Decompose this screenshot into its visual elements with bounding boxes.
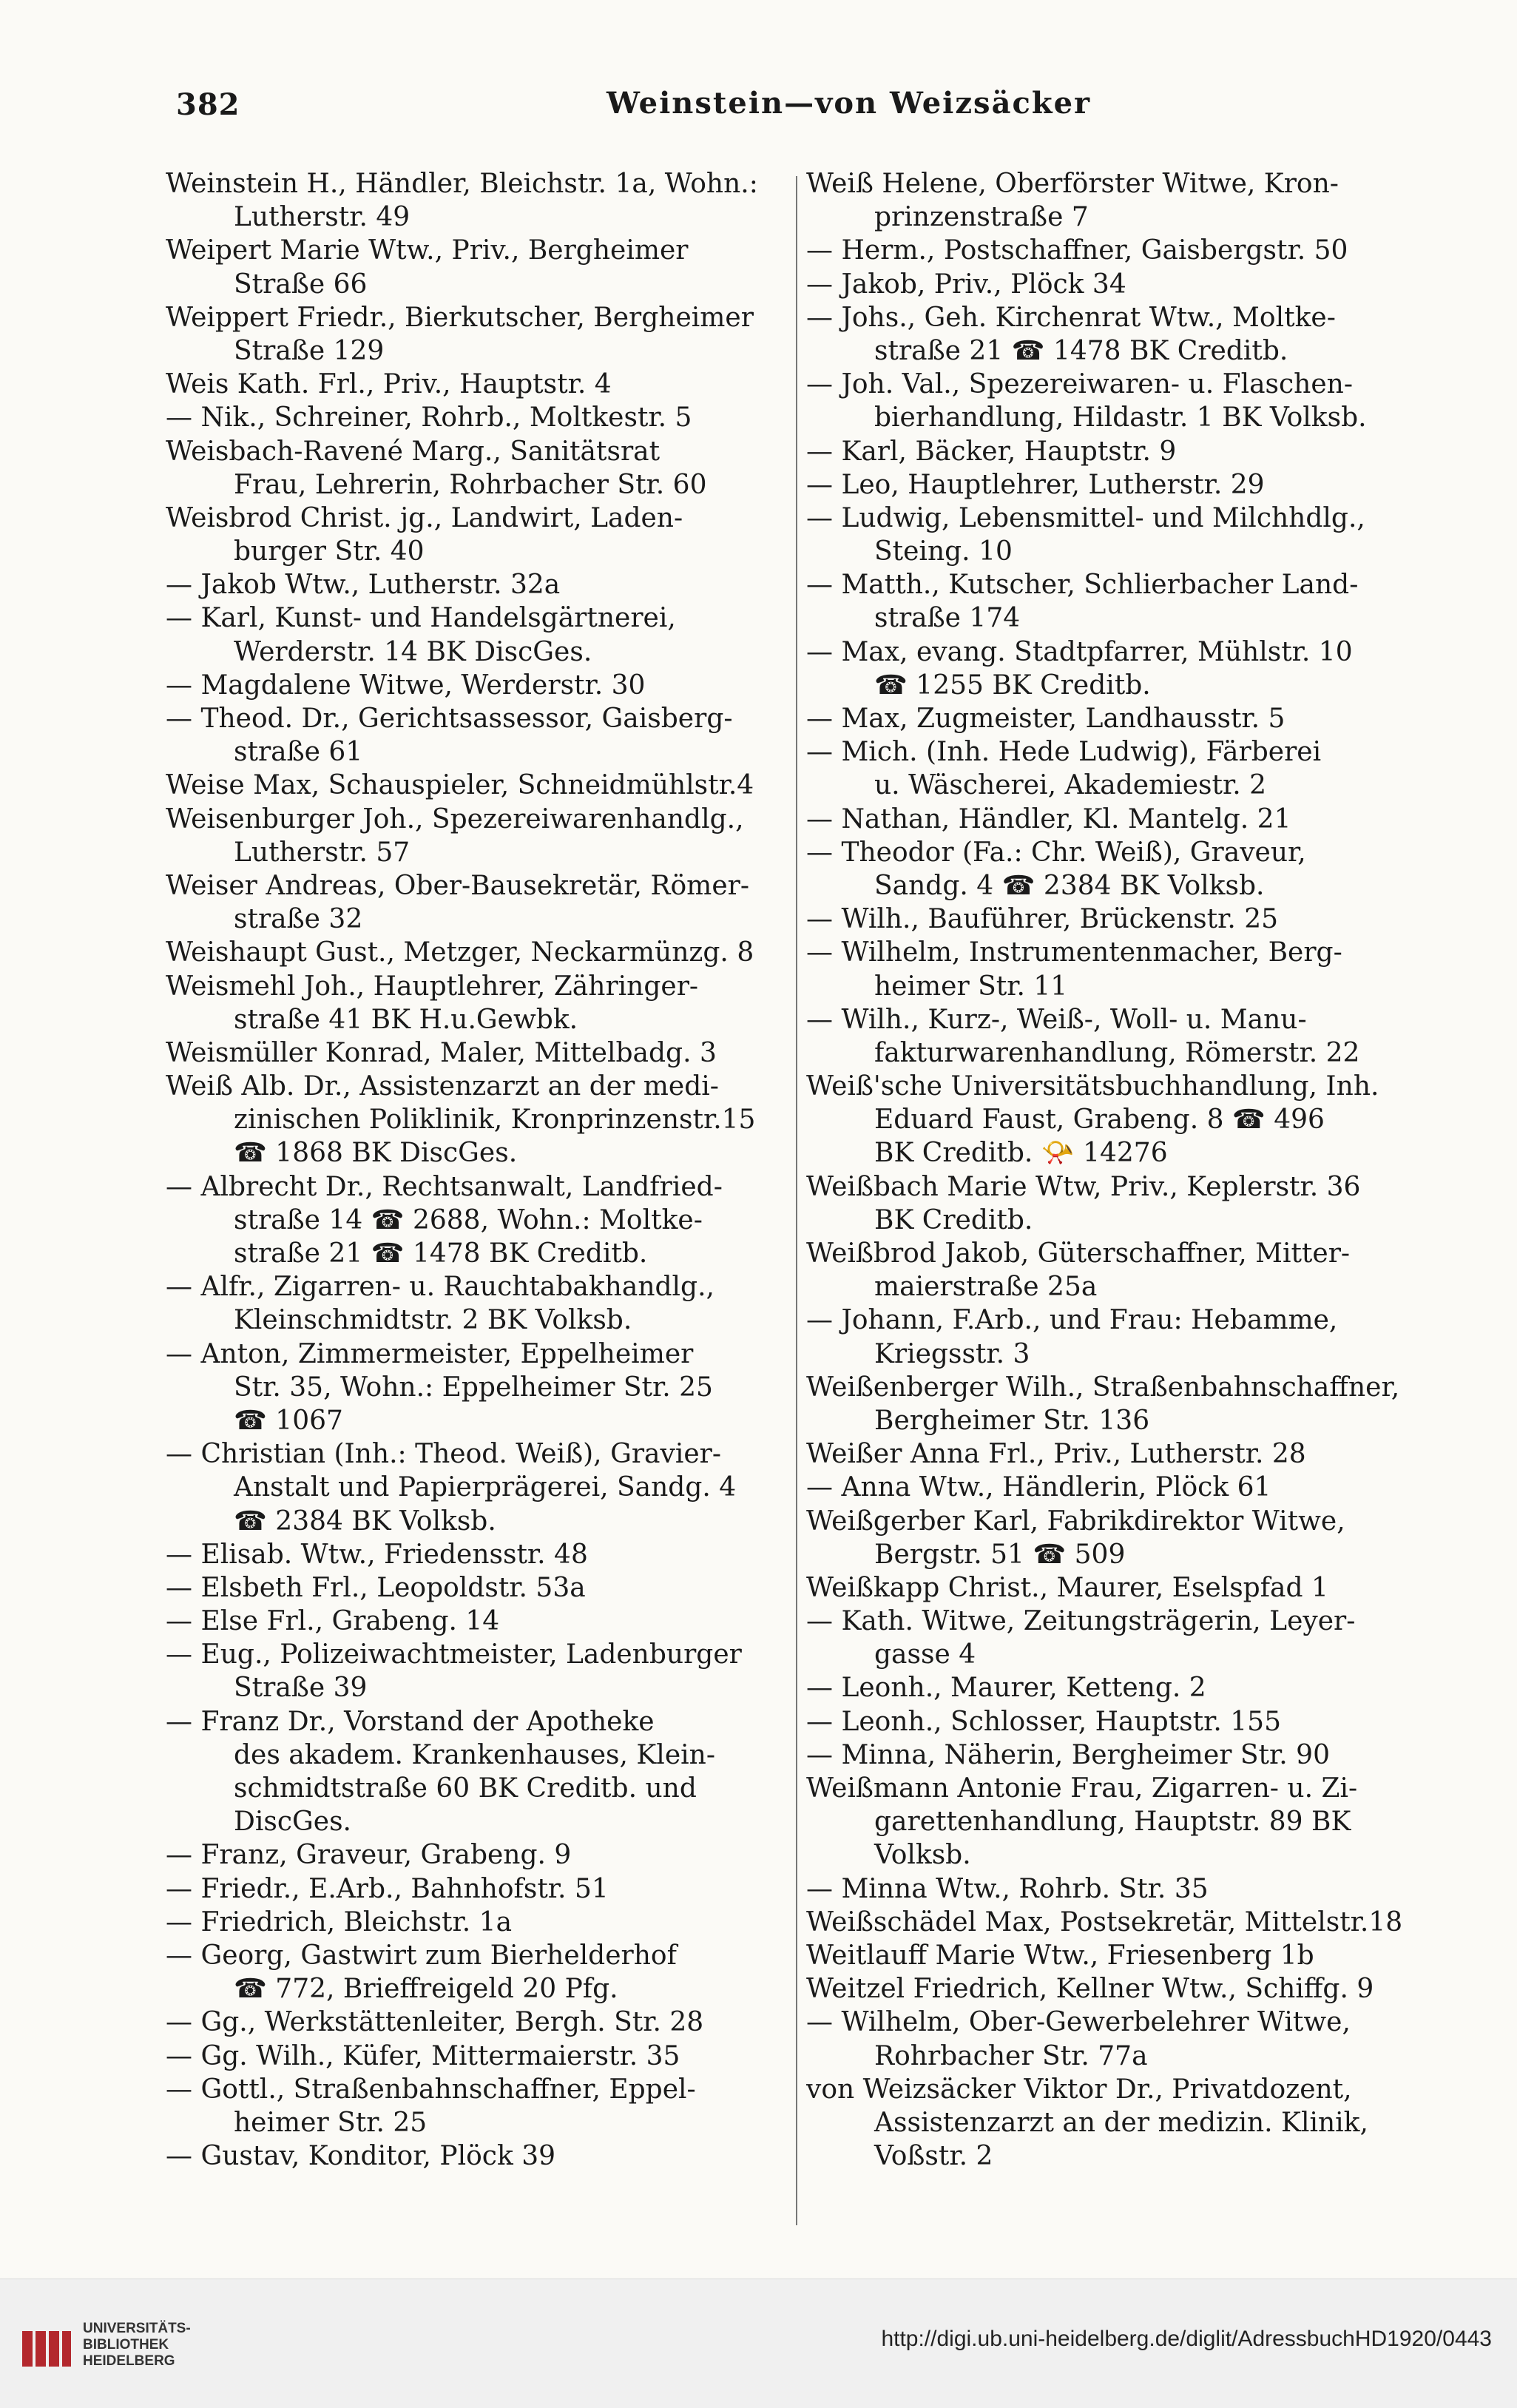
directory-entry-line: — Wilhelm, Ober-Gewerbelehrer Witwe, <box>806 2007 1351 2038</box>
directory-entry-line: — Leo, Hauptlehrer, Lutherstr. 29 <box>806 469 1265 500</box>
library-name <box>83 2321 191 2370</box>
directory-entry-line: Weippert Friedr., Bierkutscher, Bergheimer <box>166 302 754 333</box>
entry-continuation-line: burger Str. 40 <box>234 536 425 567</box>
directory-entry-line: — Minna Wtw., Rohrb. Str. 35 <box>806 1873 1209 1904</box>
right-column <box>806 167 1428 2173</box>
directory-entry-line: Weis Kath. Frl., Priv., Hauptstr. 4 <box>166 369 612 400</box>
directory-entry-line: Weißenberger Wilh., Straßenbahnschaffner, <box>806 1372 1400 1403</box>
directory-entry-line: — Franz Dr., Vorstand der Apotheke <box>166 1706 655 1737</box>
viewer-footer <box>0 2279 1517 2408</box>
entry-continuation-line: straße 61 <box>234 737 363 768</box>
directory-entry-line: Weiß'sche Universitätsbuchhandlung, Inh. <box>806 1071 1379 1102</box>
entry-continuation-line: Assistenzarzt an der medizin. Klinik, <box>874 2107 1368 2138</box>
directory-entry-line: Weitzel Friedrich, Kellner Wtw., Schiffg. 9 <box>806 1974 1374 2005</box>
library-name-line: BIBLIOTHEK <box>83 2337 169 2353</box>
entry-continuation-line: Anstalt und Papierprägerei, Sandg. 4 <box>234 1472 737 1503</box>
directory-entry-line: Weißkapp Christ., Maurer, Eselspfad 1 <box>806 1572 1328 1603</box>
directory-entry-line: — Jakob, Priv., Plöck 34 <box>806 269 1126 300</box>
left-column <box>166 167 780 2173</box>
directory-entry-line: — Gottl., Straßenbahnschaffner, Eppel- <box>166 2074 696 2105</box>
entry-continuation-line: Frau, Lehrerin, Rohrbacher Str. 60 <box>234 469 707 500</box>
entry-continuation-line: Kriegsstr. 3 <box>874 1338 1030 1369</box>
entry-continuation-line: bierhandlung, Hildastr. 1 BK Volksb. <box>874 402 1367 434</box>
entry-continuation-line: prinzenstraße 7 <box>874 202 1089 233</box>
page-number: 382 <box>176 87 240 122</box>
directory-entry-line: — Leonh., Maurer, Ketteng. 2 <box>806 1673 1206 1704</box>
directory-entry-line: — Christian (Inh.: Theod. Weiß), Gravier- <box>166 1439 722 1470</box>
directory-entry-line: — Friedrich, Bleichstr. 1a <box>166 1906 513 1937</box>
directory-entry-line: Weißmann Antonie Frau, Zigarren- u. Zi- <box>806 1773 1358 1804</box>
entry-continuation-line: BK Creditb. <box>874 1204 1033 1235</box>
directory-entry-line: — Albrecht Dr., Rechtsanwalt, Landfried- <box>166 1171 723 1202</box>
directory-entry-line: — Theodor (Fa.: Chr. Weiß), Graveur, <box>806 837 1306 868</box>
directory-entry-line: — Alfr., Zigarren- u. Rauchtabakhandlg., <box>166 1272 714 1303</box>
directory-entry-line: — Nathan, Händler, Kl. Mantelg. 21 <box>806 803 1291 834</box>
column-divider <box>796 176 797 2225</box>
entry-continuation-line: fakturwarenhandlung, Römerstr. 22 <box>874 1037 1360 1068</box>
directory-entry-line: — Gg. Wilh., Küfer, Mittermaierstr. 35 <box>166 2040 680 2071</box>
entry-continuation-line: heimer Str. 25 <box>234 2107 428 2138</box>
entry-continuation-line: Straße 66 <box>234 269 368 300</box>
directory-entry-line: — Karl, Bäcker, Hauptstr. 9 <box>806 436 1177 467</box>
directory-entry-line: Weißschädel Max, Postsekretär, Mittelstr.18 <box>806 1906 1403 1937</box>
directory-entry-line: — Friedr., E.Arb., Bahnhofstr. 51 <box>166 1873 609 1904</box>
directory-entry-line: Weißbrod Jakob, Güterschaffner, Mitter- <box>806 1238 1351 1269</box>
directory-entry-line: Weißgerber Karl, Fabrikdirektor Witwe, <box>806 1505 1345 1537</box>
entry-continuation-line: zinischen Poliklinik, Kronprinzenstr.15 <box>234 1104 756 1136</box>
entry-continuation-line: Werderstr. 14 BK DiscGes. <box>234 636 592 667</box>
entry-continuation-line: Kleinschmidtstr. 2 BK Volksb. <box>234 1305 632 1336</box>
directory-entry-line: — Karl, Kunst- und Handelsgärtnerei, <box>166 603 676 634</box>
directory-entry-line: Weishaupt Gust., Metzger, Neckarmünzg. 8 <box>166 937 754 968</box>
directory-entry-line: Weiß Alb. Dr., Assistenzarzt an der medi- <box>166 1071 719 1102</box>
directory-entry-line: — Gustav, Konditor, Plöck 39 <box>166 2141 556 2172</box>
entry-continuation-line: Bergheimer Str. 136 <box>874 1405 1150 1436</box>
library-name-line: UNIVERSITÄTS- <box>83 2321 191 2336</box>
entry-continuation-line: des akadem. Krankenhauses, Klein- <box>234 1739 715 1770</box>
entry-continuation-line: Straße 39 <box>234 1673 368 1704</box>
directory-entry-line: — Elsbeth Frl., Leopoldstr. 53a <box>166 1572 586 1603</box>
directory-entry-line: — Johs., Geh. Kirchenrat Wtw., Moltke- <box>806 302 1336 333</box>
entry-continuation-line: Voßstr. 2 <box>874 2141 993 2172</box>
entry-continuation-line: schmidtstraße 60 BK Creditb. und <box>234 1773 697 1804</box>
entry-continuation-line: Bergstr. 51 ☎ 509 <box>874 1539 1126 1570</box>
directory-entry-line: — Georg, Gastwirt zum Bierhelderhof <box>166 1940 677 1971</box>
entry-continuation-line: Rohrbacher Str. 77a <box>874 2040 1148 2071</box>
entry-continuation-line: straße 32 <box>234 904 363 935</box>
directory-entry-line: — Gg., Werkstättenleiter, Bergh. Str. 28 <box>166 2007 704 2038</box>
directory-entry-line: Weißbach Marie Wtw, Priv., Keplerstr. 36 <box>806 1171 1361 1202</box>
running-head: Weinstein—von Weizsäcker <box>607 86 1092 121</box>
directory-entry-line: Weitlauff Marie Wtw., Friesenberg 1b <box>806 1940 1314 1971</box>
entry-continuation-line: ☎ 2384 BK Volksb. <box>234 1505 496 1537</box>
directory-entry-line: — Mich. (Inh. Hede Ludwig), Färberei <box>806 737 1322 768</box>
entry-continuation-line: ☎ 1067 <box>234 1405 343 1436</box>
directory-entry-line: Weiser Andreas, Ober-Bausekretär, Römer- <box>166 870 749 901</box>
directory-entry-line: — Nik., Schreiner, Rohrb., Moltkestr. 5 <box>166 402 692 434</box>
directory-entry-line: Weinstein H., Händler, Bleichstr. 1a, Wohn.: <box>166 169 758 199</box>
entry-continuation-line: straße 14 ☎ 2688, Wohn.: Moltke- <box>234 1204 703 1235</box>
directory-entry-line: — Max, evang. Stadtpfarrer, Mühlstr. 10 <box>806 636 1353 667</box>
entry-continuation-line: ☎ 1868 BK DiscGes. <box>234 1138 518 1169</box>
directory-entry-line: — Kath. Witwe, Zeitungsträgerin, Leyer- <box>806 1606 1356 1637</box>
directory-entry-line: von Weizsäcker Viktor Dr., Privatdozent, <box>806 2074 1352 2105</box>
directory-entry-line: — Elisab. Wtw., Friedensstr. 48 <box>166 1539 588 1570</box>
directory-entry-line: — Minna, Näherin, Bergheimer Str. 90 <box>806 1739 1330 1770</box>
directory-entry-line: — Wilh., Bauführer, Brückenstr. 25 <box>806 904 1279 935</box>
directory-entry-line: — Matth., Kutscher, Schlierbacher Land- <box>806 570 1359 601</box>
library-name-line: HEIDELBERG <box>83 2353 175 2369</box>
library-seal-icon <box>21 2328 72 2370</box>
entry-continuation-line: Volksb. <box>874 1840 971 1871</box>
directory-entry-line: — Max, Zugmeister, Landhausstr. 5 <box>806 704 1285 734</box>
directory-entry-line: — Anna Wtw., Händlerin, Plöck 61 <box>806 1472 1271 1503</box>
entry-continuation-line: ☎ 772, Brieffreigeld 20 Pfg. <box>234 1974 618 2005</box>
directory-entry-line: — Theod. Dr., Gerichtsassessor, Gaisberg- <box>166 704 733 734</box>
entry-continuation-line: garettenhandlung, Hauptstr. 89 BK <box>874 1807 1351 1838</box>
entry-continuation-line: gasse 4 <box>874 1639 976 1670</box>
directory-entry-line: — Joh. Val., Spezereiwaren- u. Flaschen- <box>806 369 1354 400</box>
directory-entry-line: — Else Frl., Grabeng. 14 <box>166 1606 500 1637</box>
directory-entry-line: Weisbrod Christ. jg., Landwirt, Laden- <box>166 502 683 533</box>
directory-entry-line: Weipert Marie Wtw., Priv., Bergheimer <box>166 235 689 266</box>
directory-entry-line: Weismüller Konrad, Maler, Mittelbadg. 3 <box>166 1037 717 1068</box>
entry-continuation-line: Str. 35, Wohn.: Eppelheimer Str. 25 <box>234 1372 713 1403</box>
source-url-link[interactable]: http://digi.ub.uni-heidelberg.de/diglit/AdressbuchHD1920/0443 <box>881 2327 1492 2351</box>
entry-continuation-line: DiscGes. <box>234 1807 351 1838</box>
directory-entry-line: — Wilhelm, Instrumentenmacher, Berg- <box>806 937 1342 968</box>
directory-entry-line: — Johann, F.Arb., und Frau: Hebamme, <box>806 1305 1338 1336</box>
directory-entry-line: Weismehl Joh., Hauptlehrer, Zähringer- <box>166 971 699 1002</box>
directory-entry-line: — Anton, Zimmermeister, Eppelheimer <box>166 1338 694 1369</box>
entry-continuation-line: straße 21 ☎ 1478 BK Creditb. <box>234 1238 648 1269</box>
directory-entry-line: — Franz, Graveur, Grabeng. 9 <box>166 1840 572 1871</box>
entry-continuation-line: maierstraße 25a <box>874 1272 1098 1303</box>
directory-entry-line: — Eug., Polizeiwachtmeister, Ladenburger <box>166 1639 742 1670</box>
entry-continuation-line: straße 21 ☎ 1478 BK Creditb. <box>874 335 1288 366</box>
entry-continuation-line: Eduard Faust, Grabeng. 8 ☎ 496 <box>874 1104 1325 1136</box>
directory-entry-line: — Jakob Wtw., Lutherstr. 32a <box>166 570 561 601</box>
directory-entry-line: Weiß Helene, Oberförster Witwe, Kron- <box>806 169 1339 199</box>
entry-continuation-line: heimer Str. 11 <box>874 971 1068 1002</box>
entry-continuation-line: straße 41 BK H.u.Gewbk. <box>234 1004 578 1035</box>
entry-continuation-line: Steing. 10 <box>874 536 1013 567</box>
directory-entry-line: Weisenburger Joh., Spezereiwarenhandlg., <box>166 803 744 834</box>
entry-continuation-line: straße 174 <box>874 603 1021 634</box>
directory-entry-line: Weißer Anna Frl., Priv., Lutherstr. 28 <box>806 1439 1306 1470</box>
directory-entry-line: — Wilh., Kurz-, Weiß-, Woll- u. Manu- <box>806 1004 1307 1035</box>
entry-continuation-line: Straße 129 <box>234 335 385 366</box>
directory-entry-line: Weisbach-Ravené Marg., Sanitätsrat <box>166 436 660 467</box>
directory-entry-line: — Herm., Postschaffner, Gaisbergstr. 50 <box>806 235 1348 266</box>
directory-entry-line: — Leonh., Schlosser, Hauptstr. 155 <box>806 1706 1281 1737</box>
directory-entry-line: — Ludwig, Lebensmittel- und Milchhdlg., <box>806 502 1365 533</box>
entry-continuation-line: Lutherstr. 57 <box>234 837 410 868</box>
directory-entry-line: — Magdalene Witwe, Werderstr. 30 <box>166 670 646 701</box>
entry-continuation-line: BK Creditb. 📯 14276 <box>874 1138 1168 1169</box>
entry-continuation-line: u. Wäscherei, Akademiestr. 2 <box>874 770 1267 801</box>
entry-continuation-line: ☎ 1255 BK Creditb. <box>874 670 1151 701</box>
entry-continuation-line: Sandg. 4 ☎ 2384 BK Volksb. <box>874 870 1265 901</box>
directory-entry-line: Weise Max, Schauspieler, Schneidmühlstr.4 <box>166 770 754 801</box>
entry-continuation-line: Lutherstr. 49 <box>234 202 410 233</box>
